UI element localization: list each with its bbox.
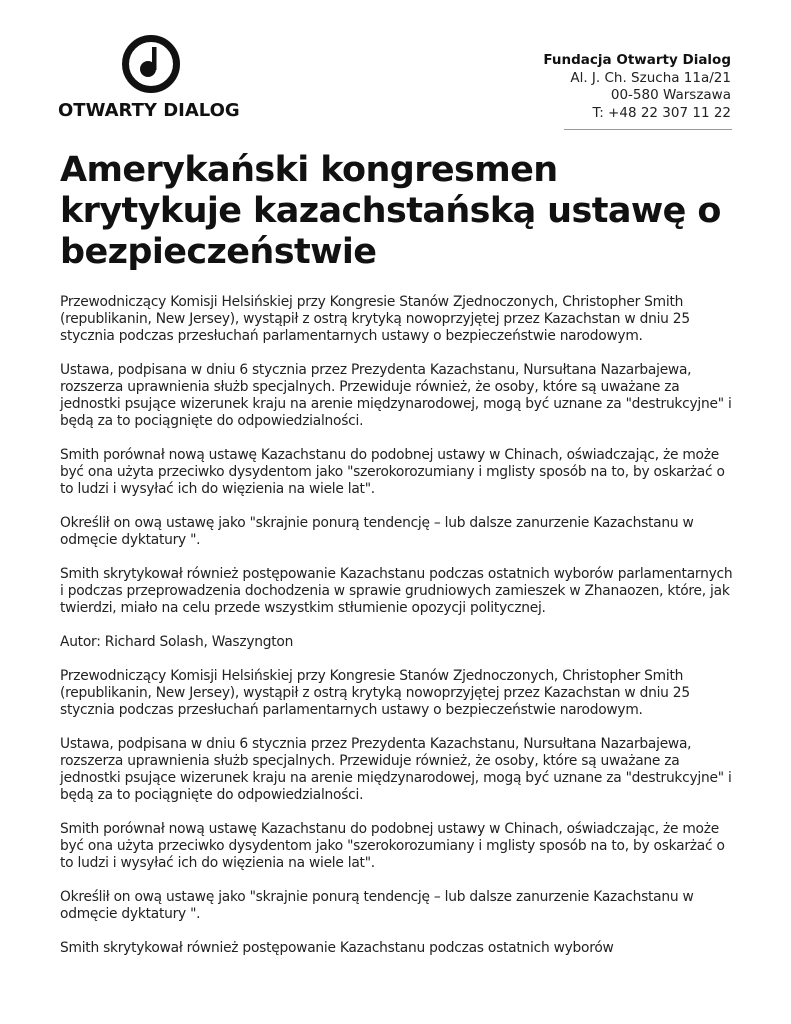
article-title: Amerykański kongresmen krytykuje kazachstańską ustawę o bezpieczeństwie bbox=[60, 150, 721, 272]
organization-address-block bbox=[543, 52, 731, 122]
foundation-logo bbox=[58, 34, 248, 124]
phone-number: T: +48 22 307 11 22 bbox=[592, 104, 731, 121]
article-paragraph: Ustawa, podpisana w dniu 6 stycznia przez Prezydenta Kazachstanu, Nursułtana Nazarbajewa, rozszerza uprawnienia służb specjalnych. Przewiduje również, że osoby, które są uważane za jednostki psujące wizerunek kraju na arenie międzynarodowej, mogą być uznane za "destrukcyjne" i będą za to pociągnięte do odpowiedzialności. bbox=[60, 362, 732, 429]
address-city: 00-580 Warszawa bbox=[610, 87, 731, 103]
article-paragraph: Smith skrytykował również postępowanie Kazachstanu podczas ostatnich wyborów parlamentarnych i podczas przeprowadzenia dochodzenia w sprawie grudniowych zamieszek w Zhanaozen, które, jak twierdzi, miało na celu przede wszystkim stłumienie opozycji politycznej. bbox=[60, 566, 733, 616]
article-author: Autor: Richard Solash, Waszyngton bbox=[60, 634, 294, 650]
article-paragraph: Określił on ową ustawę jako "skrajnie ponurą tendencję – lub dalsze zanurzenie Kazachstanu w odmęcie dyktatury ". bbox=[60, 889, 694, 922]
logo-wordmark: OTWARTY DIALOG bbox=[58, 100, 240, 121]
article-paragraph: Smith porównał nową ustawę Kazachstanu do podobnej ustawy w Chinach, oświadczając, że może być ona użyta przeciwko dysydentom jako "szerokorozumiany i mglisty sposób na to, by oskarżać o to ludzi i wysyłać ich do więzienia na wiele lat". bbox=[60, 821, 725, 871]
article-body bbox=[60, 294, 740, 974]
header-divider bbox=[564, 129, 732, 130]
article-paragraph: Smith skrytykował również postępowanie Kazachstanu podczas ostatnich wyborów bbox=[60, 940, 614, 956]
article-paragraph: Określił on ową ustawę jako "skrajnie ponurą tendencję – lub dalsze zanurzenie Kazachstanu w odmęcie dyktatury ". bbox=[60, 515, 694, 548]
organization-name: Fundacja Otwarty Dialog bbox=[543, 52, 731, 68]
article-paragraph: Przewodniczący Komisji Helsińskiej przy Kongresie Stanów Zjednoczonych, Christopher Smith (republikanin, New Jersey), wystąpił z ostrą krytyką nowoprzyjętej przez Kazachstan w dniu 25 stycznia podczas przesłuchań parlamentarnych ustawy o bezpieczeństwie narodowym. bbox=[60, 294, 690, 344]
article-paragraph: Ustawa, podpisana w dniu 6 stycznia przez Prezydenta Kazachstanu, Nursułtana Nazarbajewa, rozszerza uprawnienia służb specjalnych. Przewiduje również, że osoby, które są uważane za jednostki psujące wizerunek kraju na arenie międzynarodowej, mogą być uznane za "destrukcyjne" i będą za to pociągnięte do odpowiedzialności. bbox=[60, 736, 732, 803]
address-street: Al. J. Ch. Szucha 11a/21 bbox=[570, 69, 731, 86]
article-paragraph: Przewodniczący Komisji Helsińskiej przy Kongresie Stanów Zjednoczonych, Christopher Smith (republikanin, New Jersey), wystąpił z ostrą krytyką nowoprzyjętej przez Kazachstan w dniu 25 stycznia podczas przesłuchań parlamentarnych ustawy o bezpieczeństwie narodowym. bbox=[60, 668, 690, 718]
article-paragraph: Smith porównał nową ustawę Kazachstanu do podobnej ustawy w Chinach, oświadczając, że może być ona użyta przeciwko dysydentom jako "szerokorozumiany i mglisty sposób na to, by oskarżać o to ludzi i wysyłać ich do więzienia na wiele lat". bbox=[60, 447, 725, 497]
music-note-circle-icon bbox=[121, 34, 181, 94]
